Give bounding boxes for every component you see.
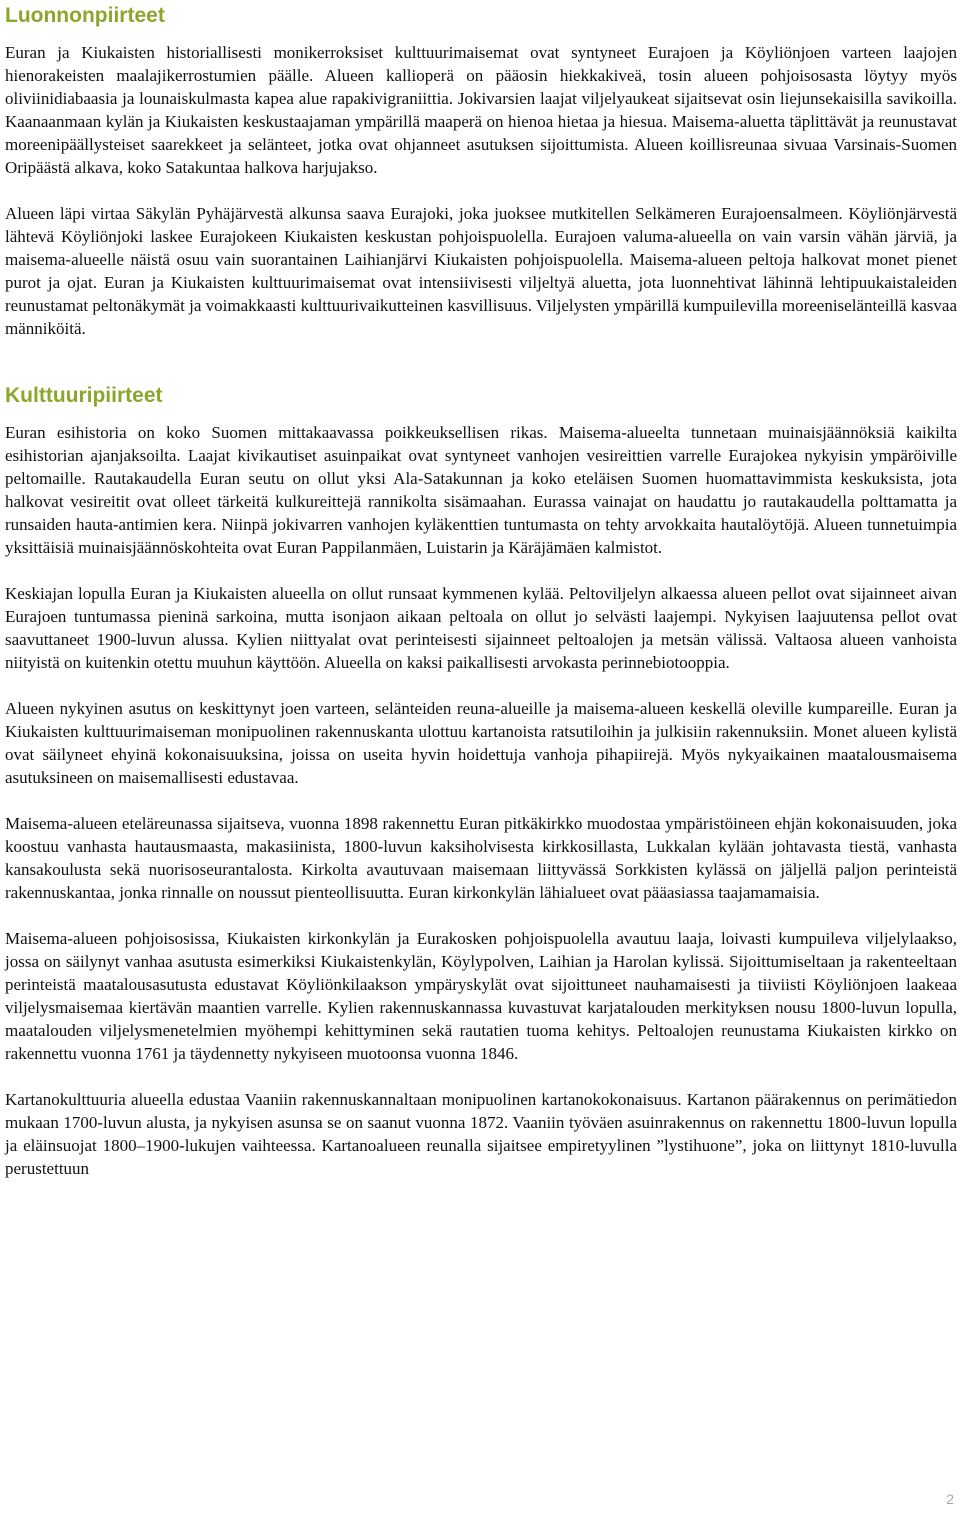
section-kulttuuripiirteet [5,382,957,1180]
section-heading: Kulttuuripiirteet [5,384,163,407]
paragraph: Kartanokulttuuria alueella edustaa Vaaniin rakennuskannaltaan monipuolinen kartanokokonaisuus. Kartanon päärakennus on perimätiedon mukaan 1700-luvun alusta, ja nykyisen asunsa se on saanut vuonna 1872. Vaaniin työväen asuinrakennus on rakennettu 1800-luvun lopulla ja eläinsuojat 1800–1900-lukujen vaihteessa. Kartanoalueen reunalla sijaitsee empiretyylinen ”lystihuone”, joka on liittynyt 1810-luvulla perustettuun [5,1090,957,1178]
section-heading: Luonnonpiirteet [5,4,165,27]
paragraph: Keskiajan lopulla Euran ja Kiukaisten alueella on ollut runsaat kymmenen kylää. Peltoviljelyn alkaessa alueen pellot ovat sijainneet aivan Eurajoen tuntumassa pieninä sarkoina, mutta isonjaon aikaan peltoala on ollut jo selvästi laajempi. Nykyisen laajuutensa pellot ovat saavuttaneet 1900-luvun alussa. Kylien niittyalat ovat perinteisesti sijainneet peltoalojen ja metsän välissä. Valtaosa alueen vanhoista niityistä on kuitenkin otettu muuhun käyttöön. Alueella on kaksi paikallisesti arvokasta perinnebiotooppia. [5,584,957,672]
section-luonnonpiirteet [5,2,957,340]
page-number: 2 [946,1491,954,1507]
paragraph: Alueen nykyinen asutus on keskittynyt joen varteen, selänteiden reuna-alueille ja maisema-alueen keskellä oleville kumpareille. Euran ja Kiukaisten kulttuurimaiseman monipuolinen rakennuskanta ulottuu kartanoista ratsutiloihin ja julkisiin rakennuksiin. Monet alueen kylistä ovat säilyneet ehyinä kokonaisuuksina, joissa on useita hyvin hoidettuja vanhoja pihapiirejä. Myös nykyaikainen maatalousmaisema asutuksineen on maisemallisesti edustavaa. [5,699,957,787]
page-content [5,0,957,1203]
paragraph: Maisema-alueen eteläreunassa sijaitseva, vuonna 1898 rakennettu Euran pitkäkirkko muodostaa ympäristöineen ehjän kokonaisuuden, joka koostuu vanhasta hautausmaasta, makasiinista, 1800-luvun kaksiholvisesta kirkkosillasta, Lukkalan kylään johtavasta tiestä, vanhasta kansakoulusta sekä nuorisoseurantalosta. Kirkolta avautuvaan maisemaan liittyvässä Sorkkisten kylässä on jäljellä paljon perinteistä rakennuskantaa, jonka rinnalle on noussut pienteollisuutta. Euran kirkonkylän lähialueet ovat pääasiassa taajamamaisia. [5,814,957,902]
paragraph: Euran esihistoria on koko Suomen mittakaavassa poikkeuksellisen rikas. Maisema-alueelta tunnetaan muinaisjäännöksiä kaikilta esihistorian ajanjaksoilta. Laajat kivikautiset asuinpaikat ovat syntyneet vanhojen vesireittien varrelle Eurajokea nykyisin ympäröiville peltomaille. Rautakaudella Euran seutu on ollut yksi Ala-Satakunnan ja koko eteläisen Suomen huomattavimmista keskuksista, jota halkovat vesireitit ovat olleet tärkeitä kulkureittejä rannikolta sisämaahan. Eurassa vainajat on haudattu jo rautakaudella polttamatta ja runsaiden hauta-antimien kera. Niinpä jokivarren vanhojen kyläkenttien tuntumasta on tehty arvokkaita hautalöytöjä. Alueen tunnetuimpia yksittäisiä muinaisjäännöskohteita ovat Euran Pappilanmäen, Luistarin ja Käräjämäen kalmistot. [5,423,957,557]
paragraph: Alueen läpi virtaa Säkylän Pyhäjärvestä alkunsa saava Eurajoki, joka juoksee mutkitellen Selkämeren Eurajoensalmeen. Köyliönjärvestä lähtevä Köyliönjoki laskee Eurajokeen Kiukaisten keskustan pohjoispuolella. Eurajoen valuma-alueella on vain varsin vähän järviä, ja maisema-alueelle näistä osuu vain suorantainen Laihianjärvi Kiukaisten pohjoispuolella. Maisema-alueen peltoja halkovat monet pienet purot ja ojat. Euran ja Kiukaisten kulttuurimaisemat ovat intensiivisesti viljeltyä aluetta, jota luonnehtivat lähinnä lehtipuukaistaleiden reunustamat peltonäkymät ja voimakkaasti kulttuurivaikutteinen kasvillisuus. Viljelysten ympärillä kumpuilevilla moreeniselänteillä kasvaa männiköitä. [5,204,957,338]
paragraph: Maisema-alueen pohjoisosissa, Kiukaisten kirkonkylän ja Eurakosken pohjoispuolella avautuu laaja, loivasti kumpuileva viljelylaakso, jossa on säilynyt vanhaa asutusta esimerkiksi Kiukaistenkylän, Köylypolven, Laihian ja Harolan kylissä. Sijoittumiseltaan ja rakenteeltaan perinteistä maatalousasutusta edustavat Köyliönkilaakson ympäryskylät ovat sijoittuneet nauhamaisesti ja tiiviisti Köyliönjoen laakeaa viljelysmaisemaa kiertävän maantien varrelle. Kylien rakennuskannassa kuvastuvat karjatalouden merkityksen nousu 1800-luvun lopulla, maatalouden viljelysmenetelmien myöhempi kehittyminen sekä rautatien tuoma kehitys. Peltoalojen reunustama Kiukaisten kirkko on rakennettu vuonna 1761 ja täydennetty nykyiseen muotoonsa vuonna 1846. [5,929,957,1063]
paragraph: Euran ja Kiukaisten historiallisesti monikerroksiset kulttuurimaisemat ovat syntyneet Eurajoen ja Köyliönjoen varteen laajojen hienorakeisten maalajikerrostumien päälle. Alueen kallioperä on pääosin hiekkakiveä, tosin alueen pohjoisosasta löytyy myös oliviinidiabaasia ja lounaiskulmasta kapea alue rapakivigraniittia. Jokivarsien laajat viljelyaukeat sijaitsevat osin liejunsekaisilla savikoilla. Kaanaanmaan kylän ja Kiukaisten keskustaajaman ympärillä maaperä on hienoa hietaa ja hiesua. Maisema-aluetta täplittävät ja reunustavat moreenipäällysteiset saarekkeet ja selänteet, jotka ovat ohjanneet asutuksen sijoittumista. Alueen koillisreunaa sivuaa Varsinais-Suomen Oripäästä alkava, koko Satakuntaa halkova harjujakso. [5,43,957,177]
